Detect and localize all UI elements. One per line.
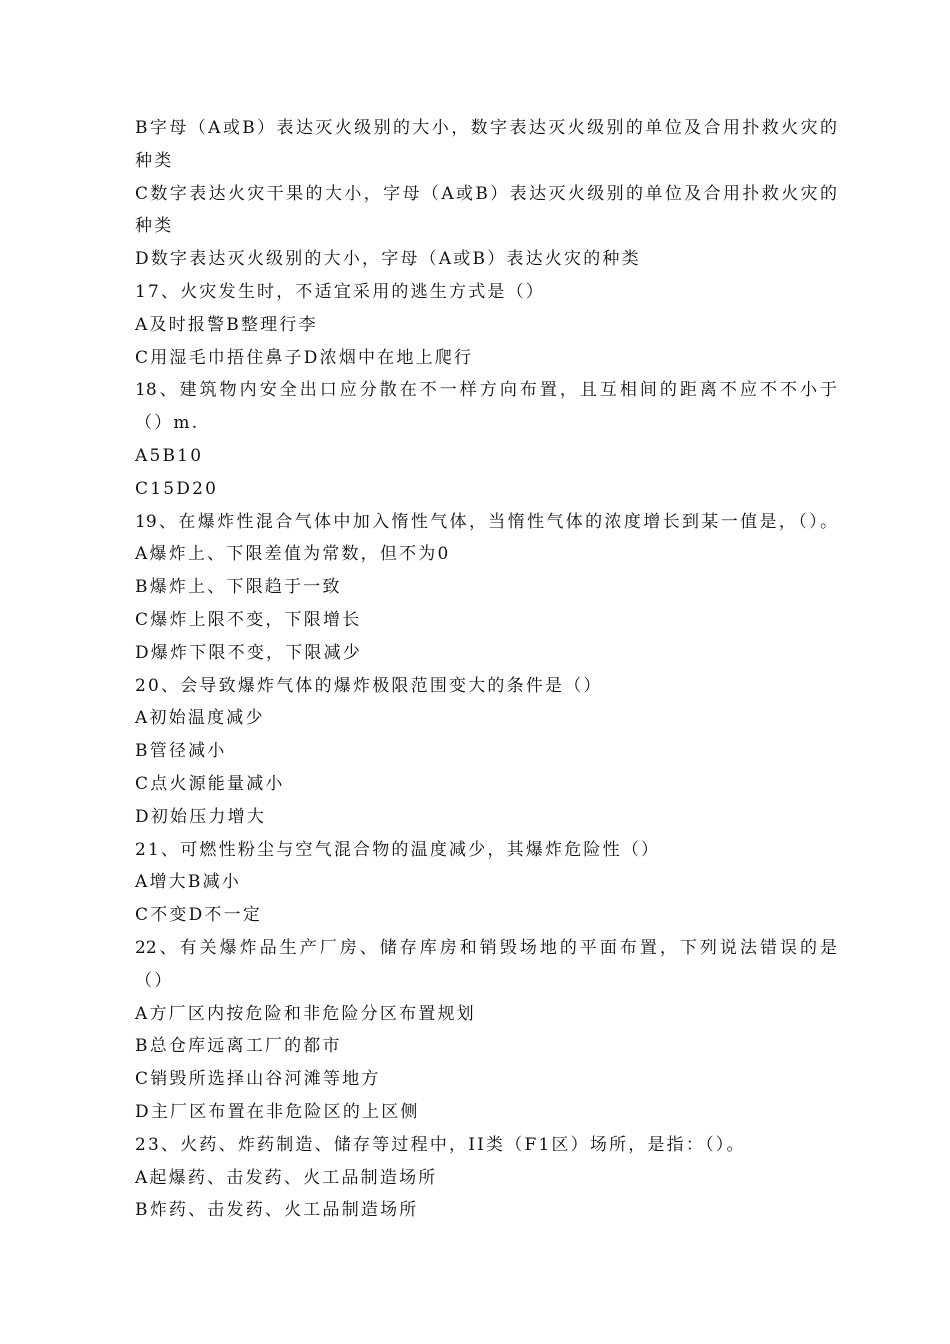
text-line: A初始温度减少 <box>135 708 265 729</box>
text-line: 23、火药、炸药制造、储存等过程中，II类（F1区）场所，是指：（）。 <box>135 1134 746 1155</box>
text-line: 17、火灾发生时，不适宜采用的逃生方式是（） <box>135 281 546 302</box>
text-line: 18、建筑物内安全出口应分散在不一样方向布置，且互相间的距离不应不不小于 <box>135 380 837 401</box>
text-line: D初始压力增大 <box>135 806 267 827</box>
text-line: B总仓库远离工厂的都市 <box>135 1036 342 1057</box>
text-line: A方厂区内按危险和非危险分区布置规划 <box>135 1003 476 1024</box>
document-body <box>135 112 837 1227</box>
text-line: C销毁所选择山谷河滩等地方 <box>135 1069 381 1090</box>
text-line: 19、在爆炸性混合气体中加入惰性气体，当惰性气体的浓度增长到某一值是，（）。 <box>135 511 837 532</box>
text-line: D主厂区布置在非危险区的上区侧 <box>135 1101 420 1122</box>
text-line: 22、有关爆炸品生产厂房、储存库房和销毁场地的平面布置，下列说法错误的是 <box>135 937 837 958</box>
text-line: 种类 <box>135 150 174 171</box>
text-line: A及时报警B整理行李 <box>135 314 318 335</box>
text-line: B爆炸上、下限趋于一致 <box>135 577 342 598</box>
text-line: A爆炸上、下限差值为常数，但不为0 <box>135 544 451 565</box>
text-line: C点火源能量减小 <box>135 773 285 794</box>
text-line: D爆炸下限不变，下限减少 <box>135 642 363 663</box>
text-line: A5B10 <box>135 445 204 466</box>
text-line: A增大B减小 <box>135 872 241 893</box>
text-line: C不变D不一定 <box>135 905 263 926</box>
text-line: 20、会导致爆炸气体的爆炸极限范围变大的条件是（） <box>135 675 603 696</box>
text-line: C15D20 <box>135 478 219 499</box>
text-line: A起爆药、击发药、火工品制造场所 <box>135 1167 438 1188</box>
text-line: C数字表达火灾干果的大小，字母（A或B）表达灭火级别的单位及合用扑救火灾的 <box>135 183 837 204</box>
text-line: （）m. <box>135 413 200 434</box>
text-line: B管径减小 <box>135 741 227 762</box>
text-line: D数字表达灭火级别的大小，字母（A或B）表达火灾的种类 <box>135 249 641 270</box>
text-line: 21、可燃性粉尘与空气混合物的温度减少，其爆炸危险性（） <box>135 839 661 860</box>
text-line: （） <box>135 970 174 991</box>
text-line: 种类 <box>135 216 174 237</box>
text-line: B炸药、击发药、火工品制造场所 <box>135 1200 419 1221</box>
text-line: C用湿毛巾捂住鼻子D浓烟中在地上爬行 <box>135 347 474 368</box>
text-line: C爆炸上限不变，下限增长 <box>135 609 362 630</box>
text-line: B字母（A或B）表达灭火级别的大小，数字表达灭火级别的单位及合用扑救火灾的 <box>135 118 837 138</box>
